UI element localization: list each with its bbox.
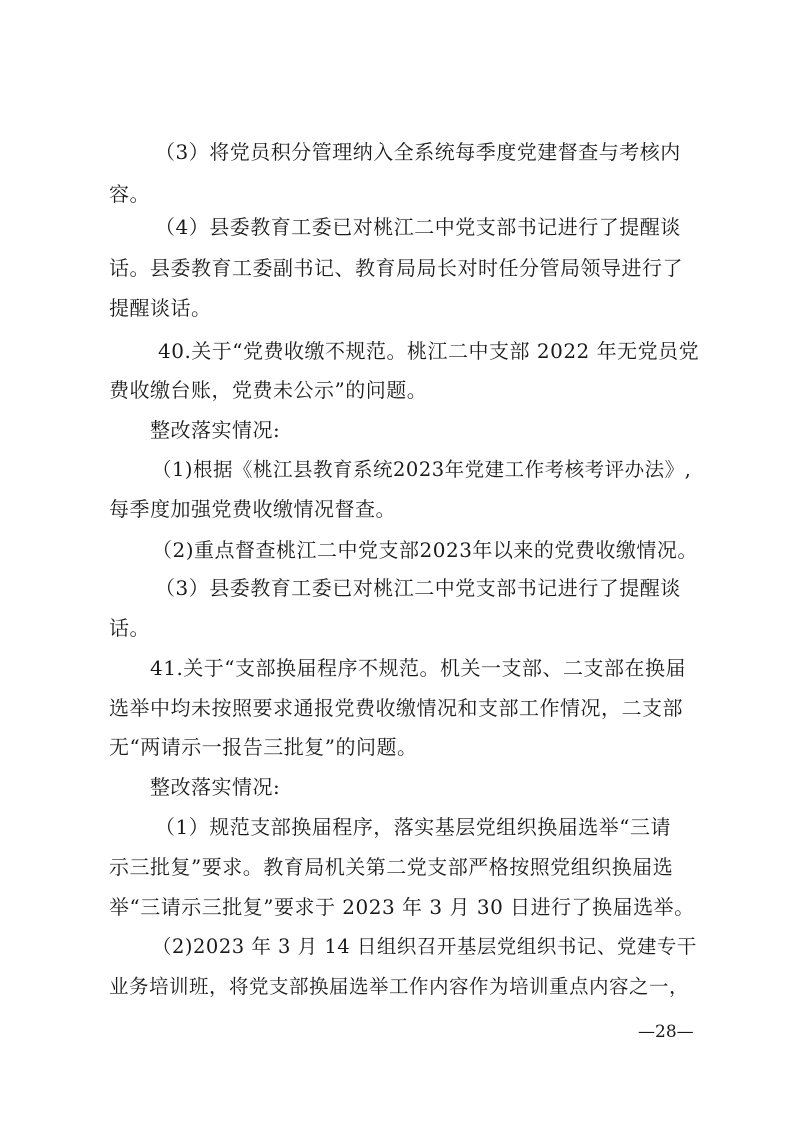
paragraph-line: 提醒谈话。 — [109, 296, 212, 320]
paragraph-line: 话。县委教育工委副书记、教育局局长对时任分管局领导进行了 — [109, 256, 683, 280]
paragraph-line: （3）县委教育工委已对桃江二中党支部书记进行了提醒谈 — [155, 576, 681, 600]
paragraph-line: 每季度加强党费收缴情况督查。 — [109, 497, 396, 521]
paragraph-line: （3）将党员积分管理纳入全系统每季度党建督查与考核内 — [155, 140, 681, 164]
page-number: —28— — [638, 1022, 694, 1042]
paragraph-line: （1)根据《桃江县教育系统2023年党建工作考核考评办法》, — [152, 458, 692, 481]
paragraph-line: 40.关于“党费收缴不规范。桃江二中支部 2022 年无党员党 — [158, 339, 700, 363]
paragraph-line: 41.关于“支部换届程序不规范。机关一支部、二支部在换届 — [150, 656, 687, 680]
paragraph-line: 费收缴台账，党费未公示”的问题。 — [109, 378, 428, 402]
paragraph-line: 举“三请示三批复”要求于 2023 年 3 月 30 日进行了换届选举。 — [109, 895, 695, 919]
section-heading: 整改落实情况: — [150, 775, 281, 799]
paragraph-line: 示三批复”要求。教育局机关第二党支部严格按照党组织换届选 — [109, 855, 674, 879]
paragraph-line: 选举中均未按照要求通报党费收缴情况和支部工作情况，二支部 — [109, 696, 683, 720]
paragraph-line: 业务培训班，将党支部换届选举工作内容作为培训重点内容之一， — [109, 975, 690, 998]
paragraph-line: 容。 — [109, 182, 150, 206]
paragraph-line: （2)2023 年 3 月 14 日组织召开基层党组织书记、党建专干 — [152, 935, 697, 958]
paragraph-line: （1）规范支部换届程序，落实基层党组织换届选举“三请 — [155, 815, 671, 839]
section-heading: 整改落实情况: — [150, 418, 281, 442]
paragraph-line: （2)重点督查桃江二中党支部2023年以来的党费收缴情况。 — [152, 538, 698, 562]
paragraph-line: 无“两请示一报告三批复”的问题。 — [109, 735, 418, 759]
paragraph-line: （4）县委教育工委已对桃江二中党支部书记进行了提醒谈 — [155, 215, 681, 239]
paragraph-line: 话。 — [109, 616, 150, 640]
